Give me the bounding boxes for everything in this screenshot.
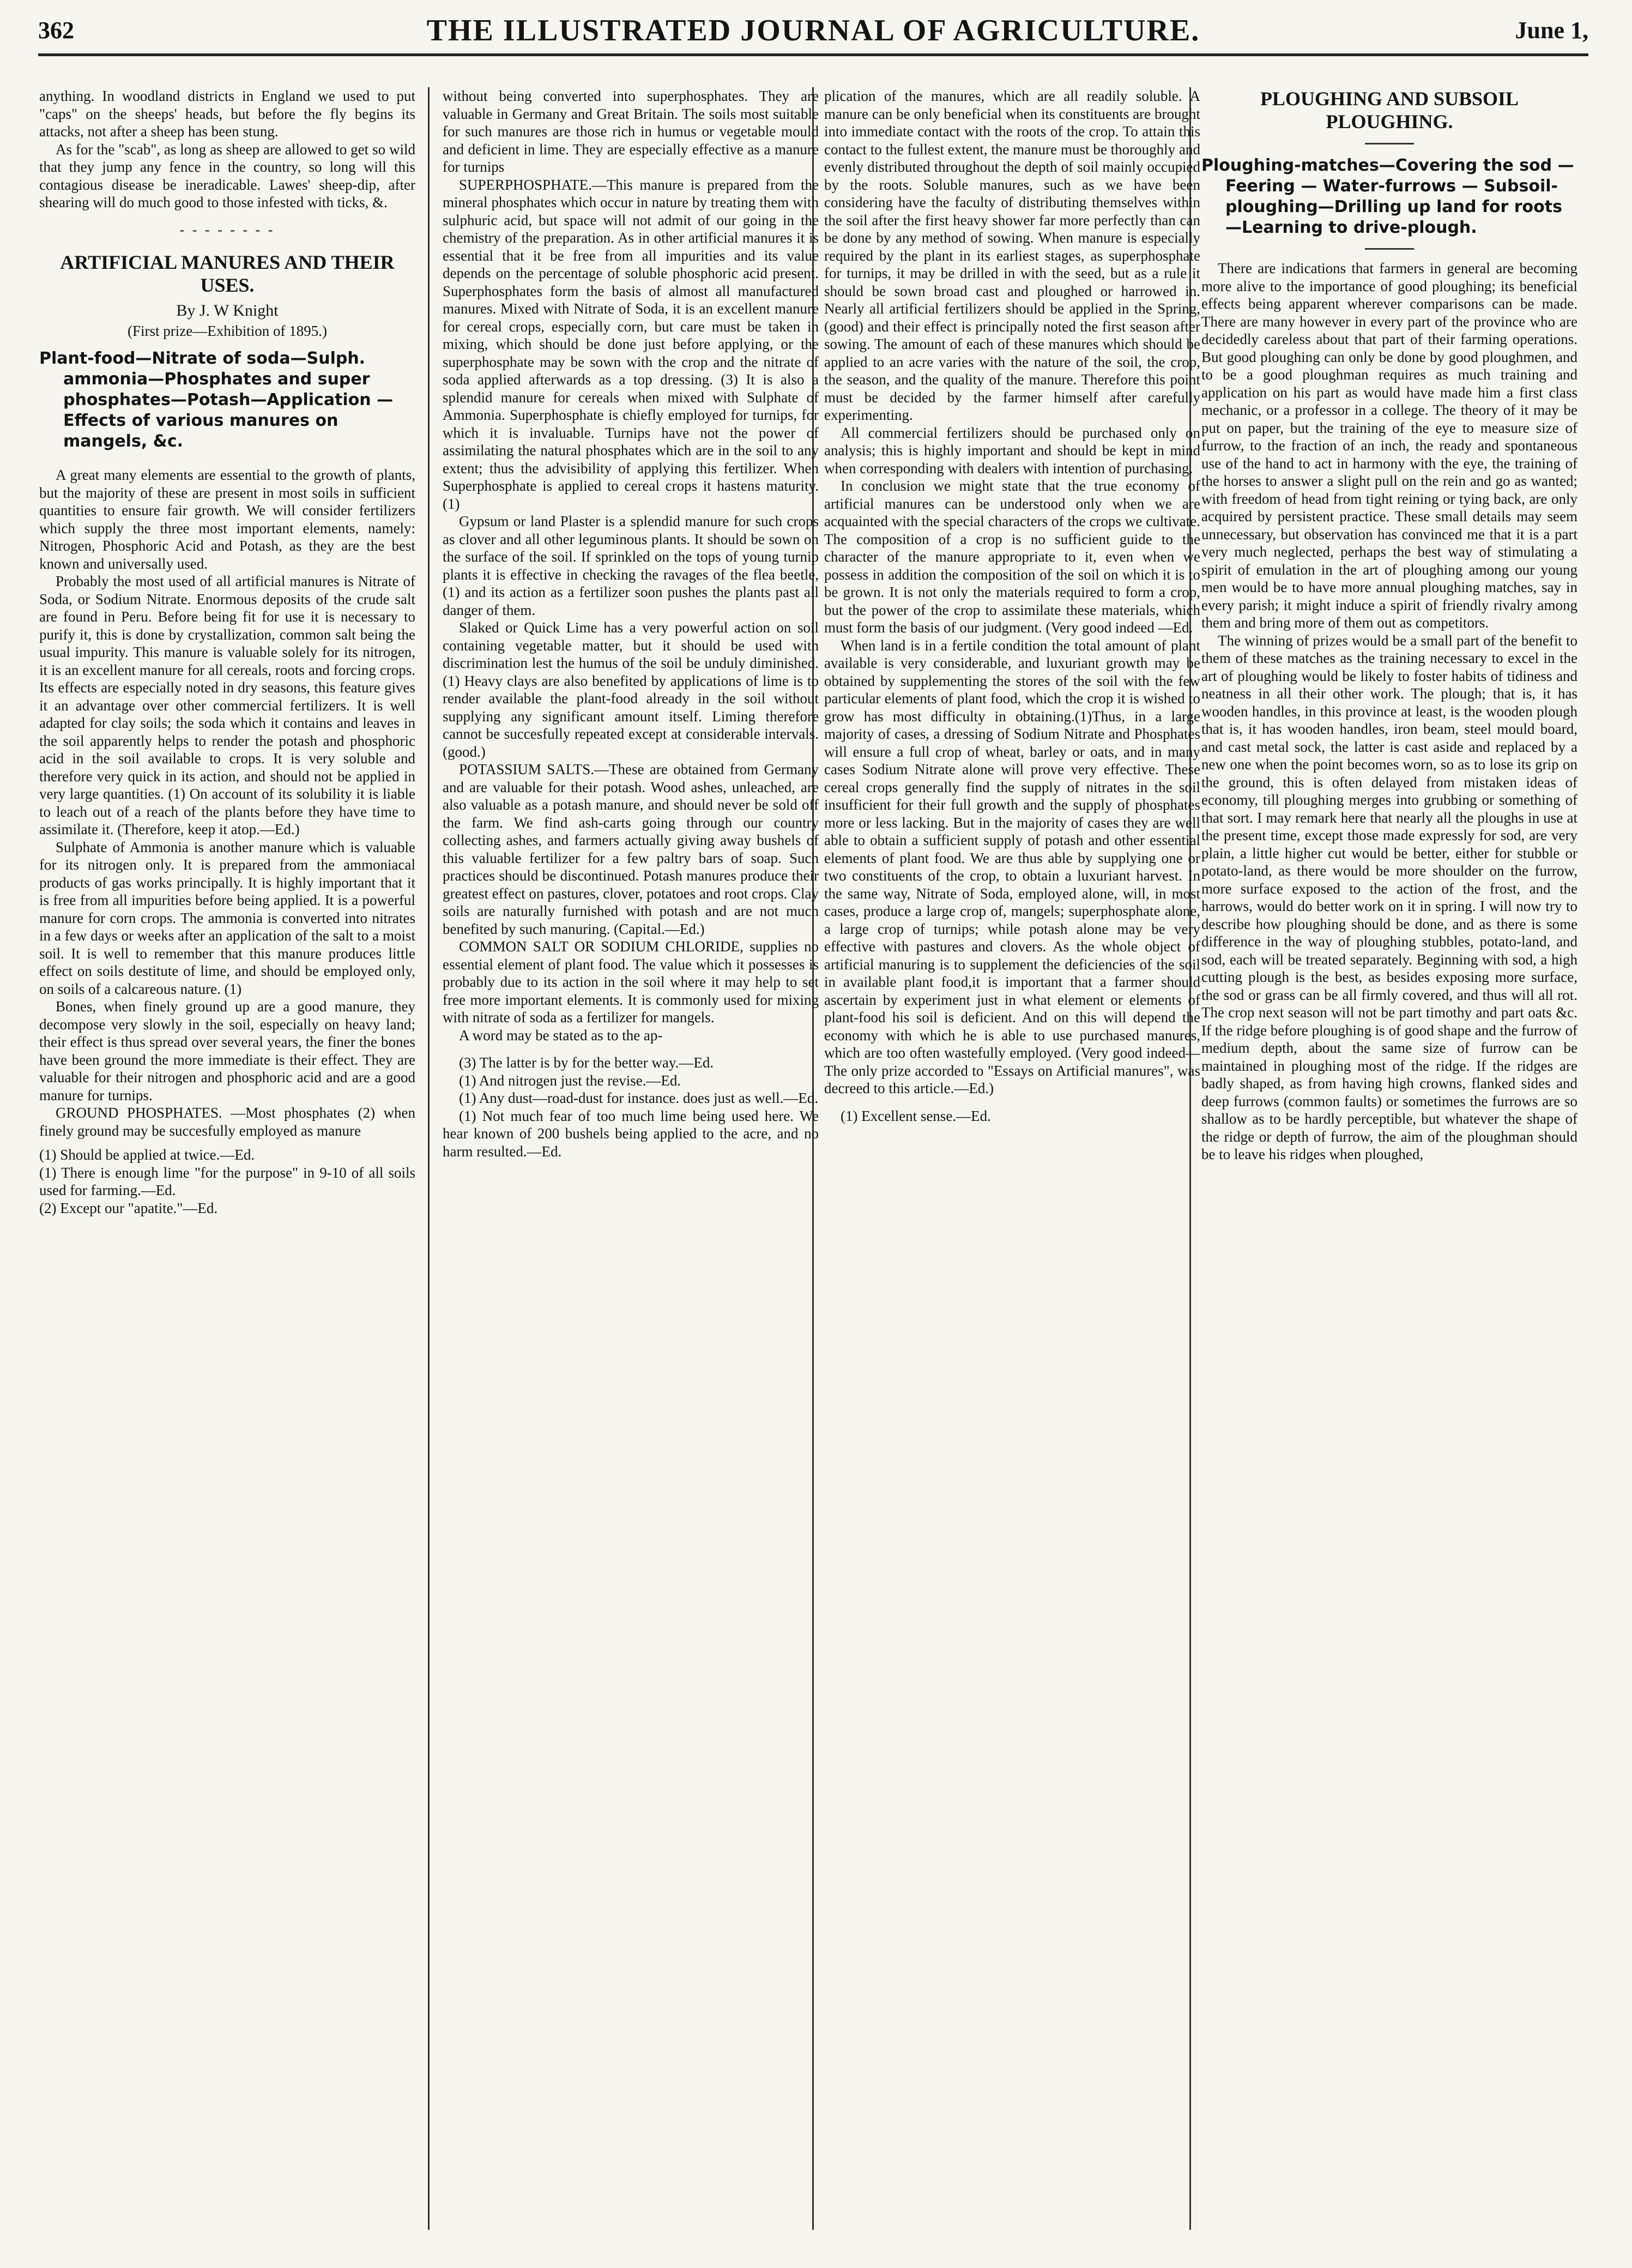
paragraph: All commercial fertilizers should be purchased only on analysis; this is highly important and should be kept in mind when corresponding with dealers with intention of purchasing.	[824, 424, 1200, 476]
paragraph: There are indications that farmers in general are becoming more alive to the importance of good ploughing; its beneficial effects being apparent wherever comparisons can be made. There are many however in every part of the province who are decidedly careless about that part of their farming operations. But good ploughing can only be done by good ploughmen, and to be a good ploughman requires as much training and application on his part as would have made him a first class mechanic, or a professor in a college. The theory of it may be put on paper, but the training of the eye to measure size of furrow, to the fraction of an inch, the ready and spontaneous use of the hand to act in harmony with the eye, the training of the horses to answer a slight pull on the rein and go as wanted; with freedom of head from tight reining or tying back, are only acquired by persistent practice. These small details may seem unnecessary, but observation has convinced me that it is a part very much neglected, perhaps the best way of stimulating a spirit of emulation in the art of ploughing among our young men would be to have more annual ploughing matches, say in every parish; it might induce a spirit of friendly rivalry among them and bring more of them out as competitors.	[1201, 260, 1577, 631]
footnote: (1) Excellent sense.—Ed.	[841, 1107, 991, 1124]
article-title: ARTIFICIAL MANURES AND THEIR USES.	[60, 251, 395, 296]
page-header	[38, 10, 1588, 56]
footnote: (3) The latter is by for the better way.—Ed.	[459, 1054, 714, 1071]
issue-date: June 1,	[1515, 17, 1588, 44]
paragraph: Sulphate of Ammonia is another manure which is valuable for its nitrogen only. It is prepared from the ammoniacal products of gas works principally. It is highly important that it is free from all impurities before being applied. It is a powerful manure for corn crops. The ammonia is converted into nitrates in a few days or weeks after an application of the salt to a moist soil. It is well to remember that this manure produces little effect on soils destitute of lime, and should be employed only, on soils of a calcareous nature. (1)	[39, 839, 415, 997]
divider	[1365, 248, 1414, 250]
footnote: (1) And nitrogen just the revise.—Ed.	[459, 1072, 681, 1089]
paragraph: In conclusion we might state that the true economy of artificial manures can be understood only when we are acquainted with the special characters of the crops we cultivate. The composition of a crop is no sufficient guide to the character of the manure appropriate to it, even when we possess in addition the composition of the soil on which it is to be grown. It is not only the materials required to form a crop, but the power of the crop to assimilate these materials, which must form the basis of our judgment. (Very good indeed —Ed.	[824, 478, 1200, 636]
column-4	[1201, 87, 1577, 2230]
article-deck: Plant-food—Nitrate of soda—Sulph. ammonia—Phosphates and super phosphates—Potash—Application —Effects of various manures on mangels, &c.	[39, 349, 394, 451]
paragraph: plication of the manures, which are all readily soluble. A manure can be only beneficial when its constituents are brought into immediate contact with the roots of the crop. To attain this contact to the fullest extent, the manure must be thoroughly and evenly distributed throughout the depth of soil mainly occupied by the roots. Soluble manures, such as we have been considering have the faculty of distributing themselves within the soil after the first heavy shower far more perfectly than can be done by any method of sowing. When manure is especially required by the plant in its earliest stages, as superphosphate for turnips, it may be drilled in with the seed, but as a rule it should be sown broad cast and ploughed or harrowed in. Nearly all artificial fertilizers should be applied in the Spring, (good) and their effect is principally noted the first season after sowing. The amount of each of these manures which should be applied to an acre varies with the nature of the soil, the crop, the season, and the quality of the manure. Therefore this point must be decided by the farmer himself after carefully experimenting.	[824, 88, 1200, 423]
byline: By J. W Knight	[176, 301, 279, 319]
paragraph: anything. In woodland districts in England we used to put "caps" on the sheeps' heads, but before the fly begins its attacks, not after a sheep has been stung.	[39, 88, 415, 140]
paragraph: When land is in a fertile condition the total amount of plant available is very considerable, and luxuriant growth may be obtained by supplementing the stores of the soil with the few particular elements of plant food, which the crop it is wished to grow has most difficulty in obtaining.(1)Thus, in a large majority of cases, a dressing of Sodium Nitrate and Phosphates will ensure a full crop of wheat, barley or oats, and in many cases Sodium Nitrate alone will prove very effective. These cereal crops generally find the supply of nitrates in the soil insufficient for their full growth and the supply of phosphates more or less lacking. But in the majority of cases they are well able to obtain a sufficient supply of potash and other essential elements of plant food. We are thus able by supplying one or two constituents of the crop, to obtain a luxuriant harvest. In the same way, Nitrate of Soda, employed alone, will, in most cases, produce a large crop of, mangels; superphosphate alone, a large crop of turnips; while potash alone may be very effective with pastures and clovers. As the whole object of artificial manuring is to supplement the deficiencies of the soil in available plant food,it is important that a farmer should ascertain by experiment just in what element or elements of plant-food his soil is deficient. And on this will depend the economy with which he is able to use purchased manures, which are too often wastefully employed. (Very good indeed—The only prize accorded to "Essays on Artificial manures", was decreed to this article.—Ed.)	[824, 637, 1200, 1096]
footnote: (1) Any dust—road-dust for instance. does just as well.—Ed.	[459, 1090, 819, 1106]
column-3	[824, 87, 1200, 2230]
page-number: 362	[38, 17, 74, 44]
paragraph: As for the "scab", as long as sheep are allowed to get so wild that they jump any fence in the country, so long will this contagious disease be ineradicable. Lawes' sheep-dip, after shearing will do much good to those infested with ticks, &.	[39, 141, 415, 210]
column-1	[39, 87, 415, 2230]
footnote: (1) Not much fear of too much lime being used here. We hear known of 200 bushels being applied to the acre, and no harm resulted.—Ed.	[443, 1107, 819, 1160]
article-title: PLOUGHING AND SUBSOIL PLOUGHING.	[1260, 88, 1519, 132]
divider	[1365, 143, 1414, 144]
section-separator: - - - - - - - -	[179, 221, 275, 238]
paragraph: Probably the most used of all artificial manures is Nitrate of Soda, or Sodium Nitrate. Enormous deposits of the crude salt are found in Peru. Before being fit for use it is necessary to purify it, this is done by crystallization, common salt being the usual impurity. This manure is valuable solely for its nitrogen, it is an excellent manure for all cereals, roots and forcing crops. Its effects are especially noted in dry seasons, this feature gives it an advantage over other commercial fertilizers. It is well adapted for clay soils; the soda which it contains and leaves in the soil apparently helps to render the potash and phosphoric acid in the soil available to crops. It is very soluble and therefore very quick in its action, and should not be applied in very large quantities. (1) On account of its solubility it is liable to leach out of a reach of the plants before they have time to assimilate it. (Therefore, keep it atop.—Ed.)	[39, 573, 415, 837]
footnote: (1) Should be applied at twice.—Ed.	[39, 1147, 255, 1163]
prize-note: (First prize—Exhibition of 1895.)	[128, 322, 327, 339]
footnote: (2) Except our "apatite."—Ed.	[39, 1199, 218, 1216]
paragraph: A word may be stated as to the ap-	[459, 1027, 663, 1043]
paragraph: SUPERPHOSPHATE.—This manure is prepared from the mineral phosphates which occur in nature by treating them with sulphuric acid, but space will not admit of our going in the chemistry of the preparation. As in other artificial manures it is essential that it be free from all impurities and its value depends on the percentage of soluble phosphoric acid present. Superphosphates form the basis of almost all manufactured manures. Mixed with Nitrate of Soda, it is an excellent manure for cereal crops, especially corn, but care must be taken in mixing, which should be done just before applying, or the superphosphate may be sown with the crop and the nitrate of soda applied afterwards as a top dressing. (3) It is also a splendid manure for cereals when mixed with Sulphate of Ammonia. Superphosphate is chiefly employed for turnips, for which it is invaluable. Turnips have not the power of assimilating the natural phosphates which are in the soil to any extent; thus the advisibility of applying this fertilizer. When Superphosphate is applied to cereal crops it hastens maturity. (1)	[443, 176, 819, 512]
journal-title: THE ILLUSTRATED JOURNAL OF AGRICULTURE.	[426, 14, 1200, 47]
paragraph: A great many elements are essential to the growth of plants, but the majority of these are present in most soils in sufficient quantities to ensure fair growth. We will consider fertilizers which supply the three most important elements, namely: Nitrogen, Phosphoric Acid and Potash, as they are the best known and universally used.	[39, 467, 415, 572]
paragraph: POTASSIUM SALTS.—These are obtained from Germany and are valuable for their potash. Wood ashes, unleached, are also valuable as a potash manure, and should never be sold off the farm. We find ash-carts going through our country collecting ashes, and farmers actually giving away bushels of this valuable fertilizer for a few paltry bars of soap. Such practices should be discontinued. Potash manures produce their greatest effect on pastures, clover, potatoes and root crops. Clay soils are naturally furnished with potash and are not much benefited by such manuring. (Capital.—Ed.)	[443, 761, 819, 937]
paragraph: GROUND PHOSPHATES. —Most phosphates (2) when finely ground may be succesfully employed as manure	[39, 1105, 415, 1139]
paragraph: Gypsum or land Plaster is a splendid manure for such crops as clover and all other leguminous plants. It should be sown on the surface of the soil. If sprinkled on the tops of young turnip plants it is effective in checking the ravages of the flea beetle, (1) and its action as a fertilizer soon pushes the plants past all danger of them.	[443, 513, 819, 618]
column-rule	[428, 87, 430, 2230]
paragraph: Slaked or Quick Lime has a very powerful action on soil containing vegetable matter, but it should be used with discrimination lest the humus of the soil be unduly diminished. (1) Heavy clays are also benefited by applications of lime is to render available the plant-food already in the soil without supplying any significant amount itself. Liming therefore cannot be succesfully repeated except at considerable intervals. (good.)	[443, 619, 819, 760]
paragraph: The winning of prizes would be a small part of the benefit to them of these matches as the training necessary to excel in the art of ploughing would be likely to foster habits of tidiness and neatness in all their other work. The plough; that is, it has wooden handles, in this province at least, is the wooden plough that is, it has wooden handles, iron beam, steel mould board, and cast metal sock, the latter is cast aside and replaced by a new one when the point becomes worn, so as to lose its grip on the ground, this is often delayed from mistaken ideas of economy, till ploughing merges into grubbing or something of that sort. I may remark here that nearly all the ploughs in use at the present time, except those made expressly for sod, are very plain, a little higher cut would be better, either for stubble or potato-land, as there would be more shoulder on the furrow, more surface exposed to the action of the frost, and the harrows, would do better work on it in spring. I will now try to describe how ploughing should be done, and as there is some difference in the way of ploughing stubbles, potato-land, and sod, each will be treated separately. Beginning with sod, a high cutting plough is the best, as besides exposing more surface, the sod or grass can be all firmly covered, and thus will all rot. The crop next season will not be part timothy and part oats &c. If the ridge before ploughing is of good shape and the furrow of medium depth, about the same size of furrow can be maintained in ploughing most of the ridge. If the ridges are badly shaped, as from having high crowns, flanked sides and deep furrows (common faults) or sometimes the furrows are so shallow as to be hardly perceptible, but whatever the shape of the ridge or depth of furrow, the aim of the ploughman should be to leave his ridges when ploughed,	[1201, 632, 1577, 1162]
footnote: (1) There is enough lime "for the purpose" in 9-10 of all soils used for farming.—Ed.	[39, 1164, 415, 1198]
paragraph: Bones, when finely ground up are a good manure, they decompose very slowly in the soil, especially on heavy land; their effect is thus spread over several years, the finer the bones have been ground the more immediate is their effect. They are valuable for their nitrogen and phosphoric acid and are a good manure for turnips.	[39, 998, 415, 1103]
paragraph: COMMON SALT OR SODIUM CHLORIDE, supplies no essential element of plant food. The value which it possesses is probably due to its action in the soil where it may help to set free more important elements. It is commonly used for mixing with nitrate of soda as a fertilizer for mangels.	[443, 938, 819, 1026]
column-2	[443, 87, 819, 2230]
paragraph: without being converted into superphosphates. They are valuable in Germany and Great Britain. The soils most suitable for such manures are those rich in humus or vegetable mould and deficient in lime. They are especially effective as a manure for turnips	[443, 88, 819, 175]
article-deck: Ploughing-matches—Covering the sod — Feering — Water-furrows — Subsoil-ploughing—Drilling up land for roots—Learning to drive-plough.	[1201, 156, 1574, 237]
